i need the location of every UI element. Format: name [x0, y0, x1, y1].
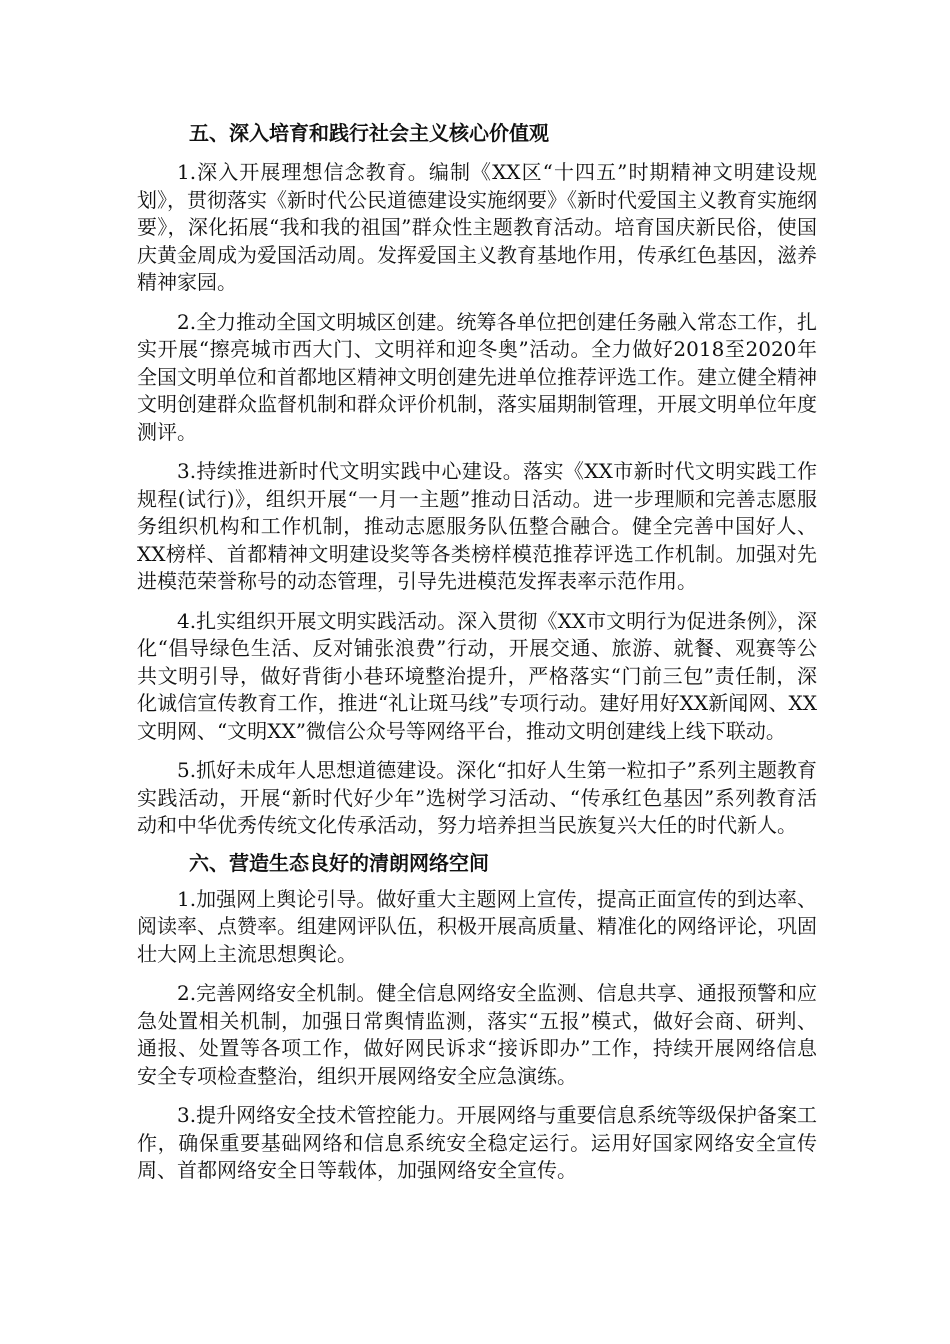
paragraph-5-4: 4.扎实组织开展文明实践活动。深入贯彻《XX市文明行为促进条例》，深化“倡导绿色生活、反对铺张浪费”行动，开展交通、旅游、就餐、观赛等公共文明引导，做好背街小巷环境整治提升，严格落实“门前三包”责任制，深化诚信宣传教育工作，推进“礼让斑马线”专项行动。建好用好XX新闻网、XX文明网、“文明XX”微信公众号等网络平台，推动文明创建线上线下联动。 — [137, 608, 817, 743]
paragraph-6-2: 2.完善网络安全机制。健全信息网络安全监测、信息共享、通报预警和应急处置相关机制，加强日常舆情监测，落实“五报”模式，做好会商、研判、通报、处置等各项工作，做好网民诉求“接诉即办”工作，持续开展网络信息安全专项检查整治，组织开展网络安全应急演练。 — [137, 981, 817, 1088]
paragraph-5-1: 1.深入开展理想信念教育。编制《XX区“十四五”时期精神文明建设规划》，贯彻落实《新时代公民道德建设实施纲要》《新时代爱国主义教育实施纲要》，深化拓展“我和我的祖国”群众性主题教育活动。培育国庆新民俗，使国庆黄金周成为爱国活动周。发挥爱国主义教育基地作用，传承红色基因，滋养精神家园。 — [137, 160, 817, 294]
paragraph-6-1: 1.加强网上舆论引导。做好重大主题网上宣传，提高正面宣传的到达率、阅读率、点赞率。组建网评队伍，积极开展高质量、精准化的网络评论，巩固壮大网上主流思想舆论。 — [137, 886, 817, 966]
paragraph-6-3: 3.提升网络安全技术管控能力。开展网络与重要信息系统等级保护备案工作，确保重要基础网络和信息系统安全稳定运行。运用好国家网络安全宣传周、首都网络安全日等载体，加强网络安全宣传。 — [137, 1103, 817, 1182]
document-body — [137, 118, 817, 1185]
paragraph-5-3: 3.持续推进新时代文明实践中心建设。落实《XX市新时代文明实践工作规程(试行)》，组织开展“一月一主题”推动日活动。进一步理顺和完善志愿服务组织机构和工作机制，推动志愿服务队伍整合融合。健全完善中国好人、XX榜样、首都精神文明建设奖等各类榜样模范推荐评选工作机制。加强对先进模范荣誉称号的动态管理，引导先进模范发挥表率示范作用。 — [137, 459, 817, 593]
section-heading-5: 五、深入培育和践行社会主义核心价值观 — [189, 121, 549, 145]
section-heading-6: 六、营造生态良好的清朗网络空间 — [189, 850, 489, 875]
paragraph-5-2: 2.全力推动全国文明城区创建。统筹各单位把创建任务融入常态工作，扎实开展“擦亮城市西大门、文明祥和迎冬奥”活动。全力做好2018至2020年全国文明单位和首都地区精神文明创建先进单位推荐评选工作。建立健全精神文明创建群众监督机制和群众评价机制，落实届期制管理，开展文明单位年度测评。 — [137, 309, 817, 444]
paragraph-5-5: 5.抓好未成年人思想道德建设。深化“扣好人生第一粒扣子”系列主题教育实践活动，开展“新时代好少年”选树学习活动、“传承红色基因”系列教育活动和中华优秀传统文化传承活动，努力培养担当民族复兴大任的时代新人。 — [137, 758, 817, 837]
